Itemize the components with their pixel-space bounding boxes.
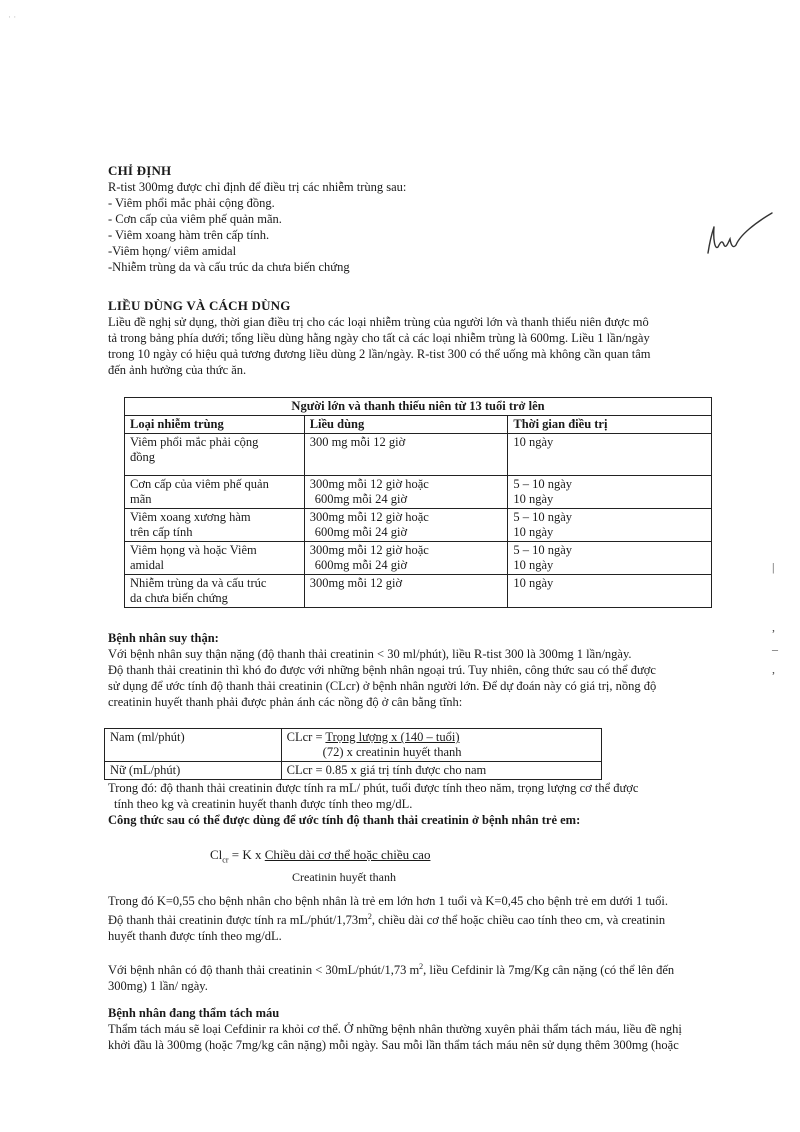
- dosage-line: Liều đề nghị sử dụng, thời gian điều trị cho các loại nhiễm trùng của người lớn và thanh thiếu niên được mô: [108, 315, 649, 329]
- child-formula-heading: Công thức sau có thể được dùng để ước tính độ thanh thải creatinin ở bệnh nhân trẻ em:: [108, 813, 581, 827]
- table-row: [125, 575, 712, 608]
- infection-cell: Nhiễm trùng da và cấu trúc da chưa biến chứng: [125, 575, 305, 608]
- renal-line: Độ thanh thải creatinin thì khó đo được với những bệnh nhân ngoại trú. Tuy nhiên, công thức sau có thể được: [108, 663, 656, 677]
- table-row: [105, 729, 602, 762]
- dialysis-section: [108, 1005, 748, 1053]
- scan-speck: · ·: [8, 12, 17, 22]
- male-label: Nam (ml/phút): [105, 729, 282, 762]
- indication-item: -Viêm họng/ viêm amidal: [108, 244, 237, 258]
- dosage-section: [108, 298, 748, 378]
- dialysis-title: Bệnh nhân đang thẩm tách máu: [108, 1006, 280, 1020]
- duration-cell: 10 ngày: [508, 434, 712, 476]
- notes-line: tính theo kg và creatinin huyết thanh được tính theo mg/dL.: [114, 797, 413, 811]
- indication-item: -Nhiễm trùng da và cấu trúc da chưa biến chứng: [108, 260, 350, 274]
- indications-intro: R-tist 300mg được chỉ định để điều trị các nhiễm trùng sau:: [108, 180, 407, 194]
- renal-line: sử dụng để ước tính độ thanh thải creatinin (CLcr) ở bệnh nhân người lớn. Để dự đoán này có giá trị, nồng độ: [108, 679, 657, 693]
- dose-table: [124, 397, 712, 608]
- child-notes: Trong đó K=0,55 cho bệnh nhân cho bệnh nhân là trẻ em lớn hơn 1 tuổi và K=0,45 cho bệnh trẻ em dưới 1 tuổi. Độ thanh thải creatinin được tính ra $mL/phút/1,73m^2$, chiều dài cơ thể hoặc chiều cao tính theo cm, và creatinin huyết thanh được tính theo mg/dL. Với bệnh nhân có độ thanh thải creatinin < 30mL/phút/1,73 $m^2$, liều Cefdinir là 7mg/Kg cân nặng (có thể lên đến 300mg) 1 lần/ ngày.: [108, 894, 675, 994]
- indication-item: - Viêm xoang hàm trên cấp tính.: [108, 228, 270, 242]
- female-formula: CLcr = 0.85 x giá trị tính được cho nam: [281, 762, 601, 780]
- dose-cell: 300mg mỗi 12 giờ hoặc 600mg mỗi 24 giờ: [304, 476, 508, 509]
- table-row: [125, 542, 712, 575]
- table-row: [125, 434, 712, 476]
- renal-line: creatinin huyết thanh phải được phản ánh các nồng độ ở cân bằng tĩnh:: [108, 695, 463, 709]
- dose-table-header: Liều dùng: [304, 416, 508, 434]
- dosage-title: LIỀU DÙNG VÀ CÁCH DÙNG: [108, 298, 291, 313]
- renal-section: [108, 630, 748, 710]
- indications-section: [108, 163, 748, 275]
- dose-cell: 300mg mỗi 12 giờ hoặc 600mg mỗi 24 giờ: [304, 509, 508, 542]
- renal-title: Bệnh nhân suy thận:: [108, 631, 219, 645]
- female-label: Nữ (mL/phút): [105, 762, 282, 780]
- child-formula: $Cl_{cr} = K$ x Chiều dài cơ thể hoặc chiều cao Creatinin huyết thanh: [210, 847, 431, 884]
- dosage-line: đến ảnh hưởng của thức ăn.: [108, 363, 247, 377]
- notes-line: Trong đó: độ thanh thải creatinin được tính ra mL/ phút, tuổi được tính theo năm, trọng lượng cơ thể được: [108, 781, 639, 795]
- clcr-table: [104, 728, 602, 780]
- male-formula: CLcr = Trọng lượng x (140 – tuổi) (72) x creatinin huyết thanh: [281, 729, 601, 762]
- table-row: [125, 476, 712, 509]
- indications-title: CHỈ ĐỊNH: [108, 163, 172, 178]
- duration-cell: 5 – 10 ngày 10 ngày: [508, 476, 712, 509]
- renal-line: Với bệnh nhân suy thận nặng (độ thanh thải creatinin < 30 ml/phút), liều R-tist 300 là 300mg 1 lần/ngày.: [108, 647, 632, 661]
- infection-cell: Cơn cấp của viêm phế quản mãn: [125, 476, 305, 509]
- dose-table-header: Thời gian điều trị: [508, 416, 712, 434]
- dialysis-line: Thẩm tách máu sẽ loại Cefdinir ra khỏi cơ thể. Ở những bệnh nhân thường xuyên phải thẩm tách máu, liều đề nghị: [108, 1022, 682, 1036]
- dosage-line: tả trong bảng phía dưới; tổng liều dùng hằng ngày cho tất cả các loại nhiễm trùng là 600mg. Liều 1 lần/ngày: [108, 331, 650, 345]
- duration-cell: 5 – 10 ngày 10 ngày: [508, 509, 712, 542]
- infection-cell: Viêm xoang xương hàm trên cấp tính: [125, 509, 305, 542]
- duration-cell: 10 ngày: [508, 575, 712, 608]
- margin-marks: | , – ,: [772, 560, 778, 676]
- indication-item: - Cơn cấp của viêm phế quản mãn.: [108, 212, 282, 226]
- dose-cell: 300 mg mỗi 12 giờ: [304, 434, 508, 476]
- table-row: [105, 762, 602, 780]
- infection-cell: Viêm họng và hoặc Viêm amidal: [125, 542, 305, 575]
- dose-cell: 300mg mỗi 12 giờ hoặc 600mg mỗi 24 giờ: [304, 542, 508, 575]
- table-row: [125, 509, 712, 542]
- dose-table-caption: Người lớn và thanh thiếu niên từ 13 tuổi trở lên: [125, 398, 712, 416]
- duration-cell: 5 – 10 ngày 10 ngày: [508, 542, 712, 575]
- dose-table-header: Loại nhiễm trùng: [125, 416, 305, 434]
- handwritten-signature: [700, 205, 780, 265]
- dosage-line: trong 10 ngày có hiệu quả tương đương liều dùng 2 lần/ngày. R-tist 300 có thể uống mà không cần quan tâm: [108, 347, 651, 361]
- dialysis-line: khởi đầu là 300mg (hoặc 7mg/kg cân nặng) mỗi ngày. Sau mỗi lần thẩm tách máu nên sử dụng thêm 300mg (hoặc: [108, 1038, 679, 1052]
- dose-cell: 300mg mỗi 12 giờ: [304, 575, 508, 608]
- infection-cell: Viêm phổi mắc phải cộng đồng: [125, 434, 305, 476]
- indication-item: - Viêm phổi mắc phải cộng đồng.: [108, 196, 275, 210]
- notes-section: [108, 780, 748, 828]
